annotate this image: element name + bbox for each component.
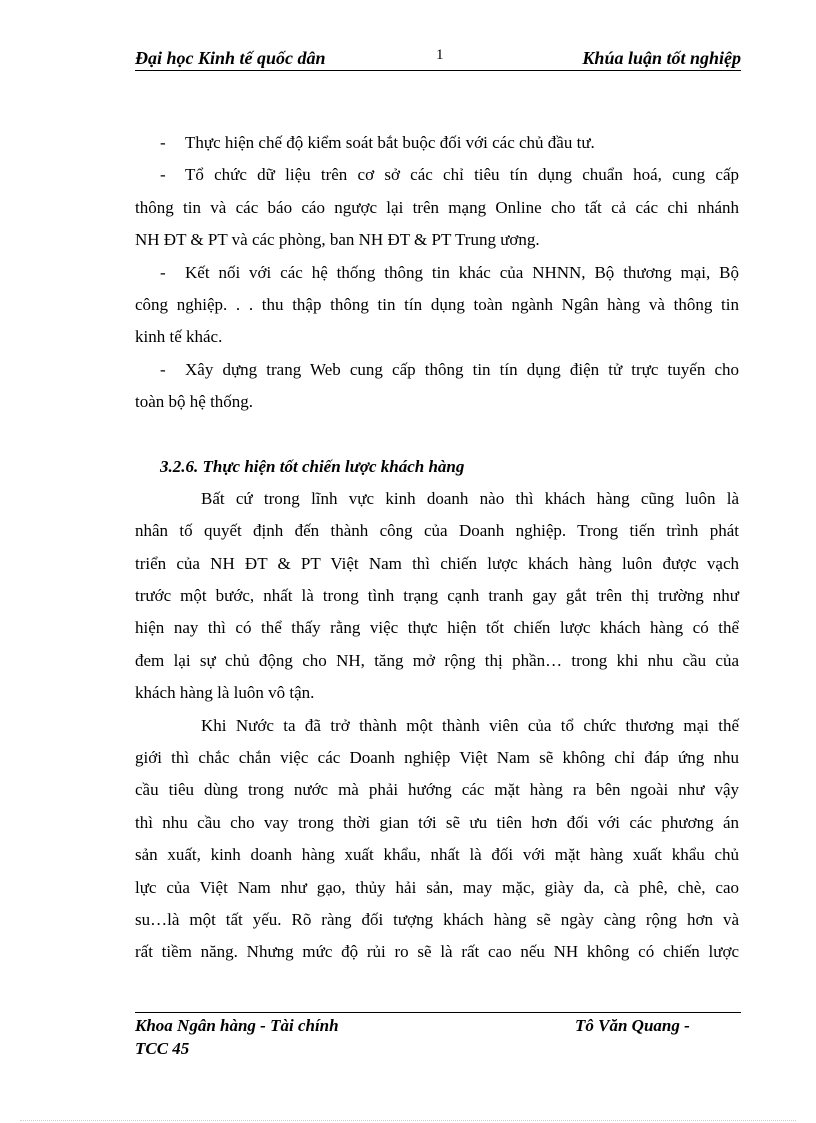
body-line: công nghiệp. . . thu thập thông tin tín dụng toàn ngành Ngân hàng và thông tin — [135, 294, 739, 314]
page-number: 1 — [436, 47, 444, 63]
bullet-text: Xây dựng trang Web cung cấp thông tin tín dụng điện tử trực tuyến cho — [185, 359, 739, 379]
bullet-text: Thực hiện chế độ kiểm soát bắt buộc đối với các chủ đầu tư. — [185, 133, 595, 152]
paragraph-line: lực của Việt Nam như gạo, thủy hải sản, may mặc, giày da, cà phê, chè, cao — [135, 877, 739, 897]
bullet-text: Kết nối với các hệ thống thông tin khác của NHNN, Bộ thương mại, Bộ — [185, 262, 739, 282]
document-body — [135, 130, 739, 972]
spacer — [135, 422, 739, 454]
paragraph-line: Bất cứ trong lĩnh vực kinh doanh nào thì khách hàng cũng luôn là — [201, 488, 739, 508]
paragraph-line: nhân tố quyết định đến thành công của Doanh nghiệp. Trong tiến trình phát — [135, 521, 739, 541]
bullet-dash: - — [160, 359, 166, 379]
bullet-dash: - — [160, 133, 166, 152]
body-line: thông tin và các báo cáo ngược lại trên mạng Online cho tất cả các chi nhánh — [135, 197, 739, 217]
bullet-line — [135, 357, 739, 389]
paragraph-line: hiện nay thì có thể thấy rằng việc thực hiện tốt chiến lược khách hàng có thể — [135, 618, 739, 638]
paragraph-line: sản xuất, kinh doanh hàng xuất khẩu, nhất là đối với mặt hàng xuất khẩu chủ — [135, 845, 739, 865]
footer-class: TCC 45 — [135, 1039, 190, 1058]
header-university: Đại học Kinh tế quốc dân — [135, 48, 326, 68]
bullet-line — [135, 162, 739, 194]
body-line: kinh tế khác. — [135, 327, 223, 347]
bullet-text: Tổ chức dữ liệu trên cơ sở các chỉ tiêu tín dụng chuẩn hoá, cung cấp — [185, 165, 739, 185]
paragraph-line: triển của NH ĐT & PT Việt Nam thì chiến lược khách hàng luôn được vạch — [135, 553, 739, 573]
bullet-dash: - — [160, 262, 166, 282]
page-header — [135, 48, 741, 71]
body-line: NH ĐT & PT và các phòng, ban NH ĐT & PT Trung ương. — [135, 230, 540, 250]
footer-author: Tô Văn Quang - — [575, 1016, 690, 1035]
paragraph-line: Khi Nước ta đã trở thành một thành viên của tổ chức thương mại thế — [201, 715, 739, 735]
bullet-dash: - — [160, 165, 166, 185]
page-edge-divider — [20, 1120, 796, 1121]
paragraph-line: khách hàng là luôn vô tận. — [135, 683, 315, 703]
paragraph-line: đem lại sự chủ động cho NH, tăng mở rộng thị phần… trong khi nhu cầu của — [135, 650, 739, 670]
paragraph-line: rất tiềm năng. Nhưng mức độ rủi ro sẽ là rất cao nếu NH không có chiến lược — [135, 942, 739, 962]
page-footer — [135, 1012, 741, 1058]
paragraph-line: trước một bước, nhất là trong tình trạng cạnh tranh gay gắt trên thị trường như — [135, 586, 739, 606]
bullet-line — [135, 260, 739, 292]
header-thesis-title: Khúa luận tốt nghiệp — [582, 48, 741, 68]
paragraph-line: giới thì chắc chắn việc các Doanh nghiệp Việt Nam sẽ không chỉ đáp ứng nhu — [135, 748, 739, 768]
section-heading: 3.2.6. Thực hiện tốt chiến lược khách hàng — [160, 456, 465, 476]
paragraph-line: cầu tiêu dùng trong nước mà phải hướng các mặt hàng ra bên ngoài như vậy — [135, 780, 739, 800]
paragraph-line: su…là một tất yếu. Rõ ràng đối tượng khách hàng sẽ ngày càng rộng hơn và — [135, 909, 739, 929]
body-line: toàn bộ hệ thống. — [135, 392, 254, 412]
paragraph-line: thì nhu cầu cho vay trong thời gian tới sẽ ưu tiên hơn đối với các phương án — [135, 812, 739, 832]
footer-faculty: Khoa Ngân hàng - Tài chính — [135, 1016, 339, 1035]
bullet-line — [135, 130, 739, 162]
